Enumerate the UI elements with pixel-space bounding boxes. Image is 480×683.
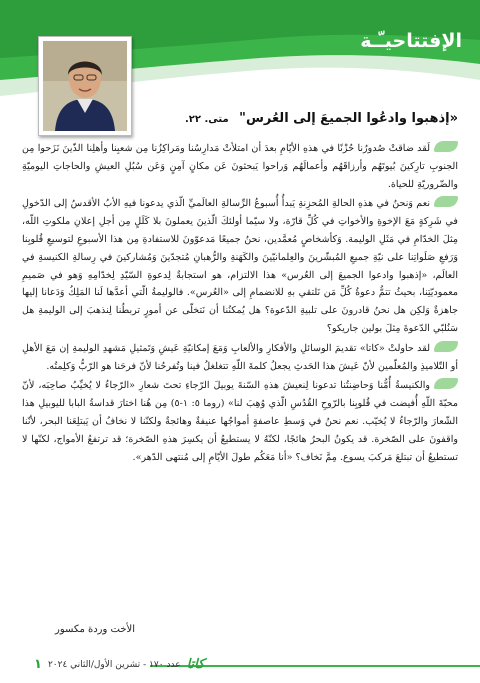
leaf-bullet-icon (434, 196, 458, 207)
paragraph-text: والكنيسةُ أُمُّنا وَحاضِنتُنا تدعونا لِنعيشَ هذهِ السّنةَ يوبيلَ الرّجاءِ تحتَ شعارِ «الرّجاءُ لا يُخيِّبُ صاحِبَه، لأنّ محبّةَ اللّهِ أُفيضت في قُلوبِنا بالرّوحِ القُدُسِ الّذي وُهِبَ لنا» (روما ٥: ١-٥) مِن هُنا اختارَ قداسةُ البابا لليوبيلِ هذا الشّعارَ والرّجاءُ لا يُخيّب. نعم نحنُ في وَسطِ عاصفةٍ أمواجُها عنيفةٌ وهائجةٌ ولكنّنا لا نخافُ أن يَبتلِعَنا البحر، لأنّنا واقفونَ على الصّخرة. قد يكونُ البحرُ هائجًا، لكنّهُ لا يستطيعُ أن يكسِرَ هذهِ الصّخرة؛ قد ترتفعُ الأمواج، لكنّها لا تستطيعُ أن تبتلعَ مَركبَ يسوع. مِمَّ نَخاف؟ «أنا مَعَكُم طولَ الأيّامِ إلى مُنتهى الدّهر». (22, 380, 458, 463)
page-footer (0, 649, 480, 683)
page-number: ١ (34, 657, 42, 672)
paragraph-text: لَقد ضاقتْ صُدورُنا حُزْنًا في هذهِ الأيّامِ بعدَ أن امتلأتْ مَدارِسُنا ومَراكِزُنا مِن شعبِنا وأهلِنا الذّينَ نَزَحوا مِن الجنوبِ تارِكينَ بُيوتَهُم وأرزاقَهُم وأعمالَهُم وَراحوا يَبحثونَ عَن مكانٍ آمِنٍ وَعَن سُبُلِ العيشِ والحاجاتِ اليوميّةِ والضّروريّةِ للحياة. (22, 143, 458, 190)
article-title-text: «إذهبوا وادعُوا الجميعَ إلى العُرس" (239, 111, 458, 126)
leaf-bullet-icon (434, 141, 458, 152)
section-title: الإفتتاحيـّـة (360, 30, 462, 52)
footer-info (34, 657, 204, 672)
paragraph-4 (22, 377, 458, 466)
paragraph-3 (22, 340, 458, 376)
article-title (78, 111, 458, 126)
paragraph-text: نعم وَنحنُ في هذهِ الحالةِ المُحزِنةِ يَبدأُ أُسبوعُ الرِّسالةِ العالَميِّ الّذي يدعونا فيهِ الأبُ الأقدسُ إلى الدّخولِ في شَرِكةٍ مَعَ الإخوةِ والأخواتِ في كُلِّ قارّة، ولا سيّما أولئكَ الّذينَ يعملونَ بلا كَلَلٍ مِن أجلِ إعلانِ ملكوتِ اللّه، مِثلَ الخدّامِ في مَثَلِ الوليمة. وَكأشخاصٍ مُعمَّدين، نحنُ جميعًا مَدعوّونَ للاستفادةِ مِن هذا الأسبوعِ لتوسيعِ قُلوبِنا وَرَفعِ صَلَواتِنا على نيّةِ جميعِ المُبشّرينَ والعِلمانيّينَ والكَهَنةِ والرُّهبانِ مُتجدّينَ وَمُشاركينَ في رِسالةِ الكنيسةِ في العالَم، «إذهبوا وادعوا الجميعَ إلى العُرس» هذا الالتزام، هو استجابةٌ لِدعوةِ السّيّدِ لِخدّامِهِ وَهو في صَميمِ معموديّتِنا، بحيثُ تتمُّ دعوةُ كُلِّ مَن نَلتقي بهِ للانضمامِ إلى «العُرس». فالوليمةُ الّتي أعدَّها لَنا المَلِكُ وَدَعانا إليها جاهزةٌ وَلكِن هل نحنُ قادرونَ على تلبيةِ الدّعوة؟ هل يُمكنُنا أن نَتخلّى عن أمورٍ تربطُنا لِنذهبَ إلى الوليمةِ هل سَنُلبّي الدّعوةَ مِثلَ بولين جاريكو؟ (22, 198, 458, 334)
author-signature: الأخت وردة مكسور (55, 624, 135, 635)
article-body (22, 140, 458, 468)
issue-info: عدد ١٧٠ - تشرين الأول/الثاني ٢٠٢٤ (47, 659, 181, 670)
leaf-bullet-icon (434, 378, 458, 389)
paragraph-text: لقد حاولتْ «كاتا» تقديمَ الوسائلِ والأفكارِ والألعابِ وَمَعَ إمكانيّةِ عَيشِ وَتَمثيلِ مَشهدِ الوليمةِ إن مَعَ الأهلِ أو التّلاميذِ والمُعلّمين لأنّ عَيشَ هذا الحَدثِ يجعلُ كلمةَ اللّهِ تتغلغلُ فينا وتُفرحُنا لأنّ فرحَنا هو الرّبُّ وَكلِمتُه. (22, 342, 458, 372)
magazine-logo: كاتا (186, 657, 205, 672)
paragraph-1 (22, 140, 458, 193)
scripture-reference: متى. ٢٢. (184, 114, 229, 125)
paragraph-2 (22, 195, 458, 337)
leaf-bullet-icon (434, 341, 458, 352)
